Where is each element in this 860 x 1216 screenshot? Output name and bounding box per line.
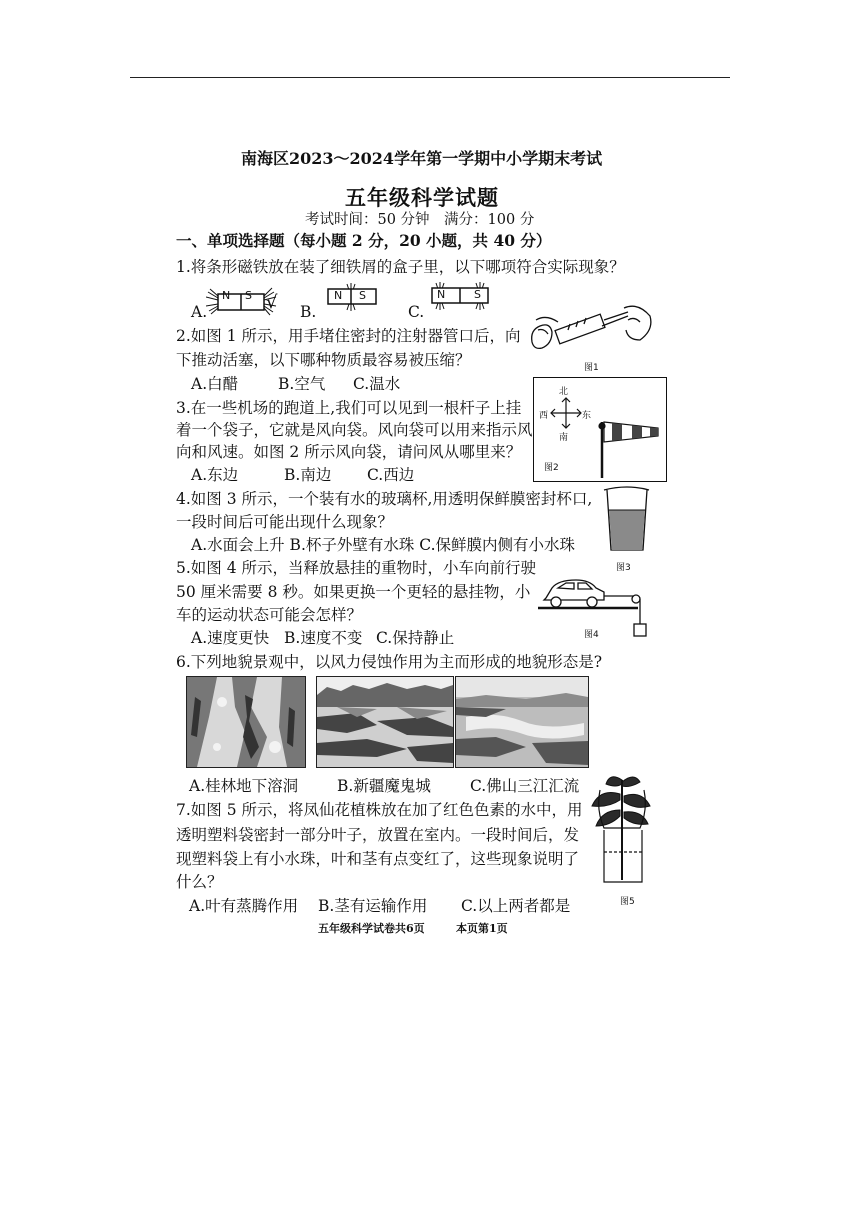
q7-option-c: C.以上两者都是 <box>461 897 571 915</box>
q5-line-3: 车的运动状态可能会怎样？ <box>176 606 363 624</box>
q3-option-b: B.南边 <box>284 466 332 484</box>
figure-1-syringe <box>528 300 656 364</box>
compass-east: 东 <box>582 411 592 421</box>
q6-photo-a-cave <box>186 676 306 768</box>
q6-photo-c-rivers <box>455 676 589 768</box>
q2-option-c: C.温水 <box>353 375 401 393</box>
q5-option-b: B.速度不变 <box>284 629 363 647</box>
q7-option-b: B.茎有运输作用 <box>318 897 428 915</box>
q3-line-2: 着一个袋子，它就是风向袋。风向袋可以用来指示风 <box>176 421 533 439</box>
figure-1-label: 图1 <box>584 363 599 373</box>
q1-a-s-pole: S <box>245 289 252 302</box>
q1-b-s-pole: S <box>359 289 366 302</box>
q5-line-2: 50 厘米需要 8 秒。如果更换一个更轻的悬挂物，小 <box>176 583 531 601</box>
compass-south: 南 <box>559 433 569 443</box>
q5-option-a: A.速度更快 <box>191 629 270 647</box>
figure-3-glass <box>603 484 651 558</box>
q7-line-3: 现塑料袋上有小水珠，叶和茎有点变红了，这些现象说明了 <box>176 850 580 868</box>
figure-4-label: 图4 <box>584 630 599 640</box>
q4-line-1: 4.如图 3 所示，一个装有水的玻璃杯,用透明保鲜膜密封杯口, <box>176 490 593 508</box>
q4-options: A.水面会上升 B.杯子外壁有水珠 C.保鲜膜内侧有小水珠 <box>191 536 576 554</box>
exam-title: 南海区2023～2024学年第一学期中小学期末考试 <box>241 149 603 168</box>
q6-photo-b-yardang <box>316 676 454 768</box>
q5-option-c: C.保持静止 <box>376 629 455 647</box>
figure-2-label: 图2 <box>544 463 559 473</box>
q6-stem: 6.下列地貌景观中，以风力侵蚀作用为主而形成的地貌形态是? <box>176 653 603 671</box>
q1-magnet-b-figure <box>320 282 380 316</box>
q1-option-c-label: C. <box>408 303 425 321</box>
q6-option-c: C.佛山三江汇流 <box>470 777 580 795</box>
q7-line-2: 透明塑料袋密封一部分叶子，放置在室内。一段时间后，发 <box>176 826 580 844</box>
q3-line-1: 3.在一些机场的跑道上,我们可以见到一根杆子上挂 <box>176 399 522 417</box>
q3-line-3: 向和风速。如图 2 所示风向袋，请问风从哪里来？ <box>176 443 522 461</box>
q2-line-1: 2.如图 1 所示，用手堵住密封的注射器管口后，向 <box>176 327 521 345</box>
exam-info: 考试时间：50 分钟 满分：100 分 <box>305 212 535 228</box>
figure-2-windsock <box>533 377 667 482</box>
q6-option-a: A.桂林地下溶洞 <box>189 777 299 795</box>
figure-5-label: 图5 <box>620 897 635 907</box>
q2-option-a: A.白醋 <box>191 375 239 393</box>
q3-option-a: A.东边 <box>191 466 239 484</box>
q1-a-n-pole: N <box>222 289 231 302</box>
q1-check-mark: √ <box>266 292 278 313</box>
q2-line-2: 下推动活塞，以下哪种物质最容易被压缩？ <box>176 351 471 369</box>
paper-title: 五年级科学试题 <box>345 185 499 210</box>
compass-west: 西 <box>539 411 549 421</box>
q1-stem: 1.将条形磁铁放在装了细铁屑的盒子里，以下哪项符合实际现象？ <box>176 258 625 276</box>
q1-c-s-pole: S <box>474 288 481 301</box>
section-heading: 一、单项选择题（每小题 2 分，20 小题，共 40 分） <box>176 231 552 250</box>
q1-option-b-label: B. <box>300 303 317 321</box>
footer-page-number: 本页第1页 <box>456 922 508 935</box>
q1-b-n-pole: N <box>334 289 343 302</box>
q4-line-2: 一段时间后可能出现什么现象？ <box>176 513 394 531</box>
q6-option-b: B.新疆魔鬼城 <box>337 777 431 795</box>
q7-option-a: A.叶有蒸腾作用 <box>189 897 299 915</box>
compass-north: 北 <box>559 387 569 397</box>
q7-line-1: 7.如图 5 所示，将凤仙花植株放在加了红色色素的水中，用 <box>176 801 583 819</box>
footer-total-pages: 五年级科学试卷共6页 <box>318 922 425 935</box>
q7-line-4: 什么？ <box>176 873 223 891</box>
top-rule <box>130 77 730 78</box>
q2-option-b: B.空气 <box>278 375 326 393</box>
q3-option-c: C.西边 <box>367 466 415 484</box>
q5-line-1: 5.如图 4 所示，当释放悬挂的重物时，小车向前行驶 <box>176 559 537 577</box>
figure-5-plant <box>590 770 654 892</box>
q1-option-a-label: A. <box>191 303 208 321</box>
figure-3-label: 图3 <box>616 563 631 573</box>
q1-c-n-pole: N <box>437 288 446 301</box>
